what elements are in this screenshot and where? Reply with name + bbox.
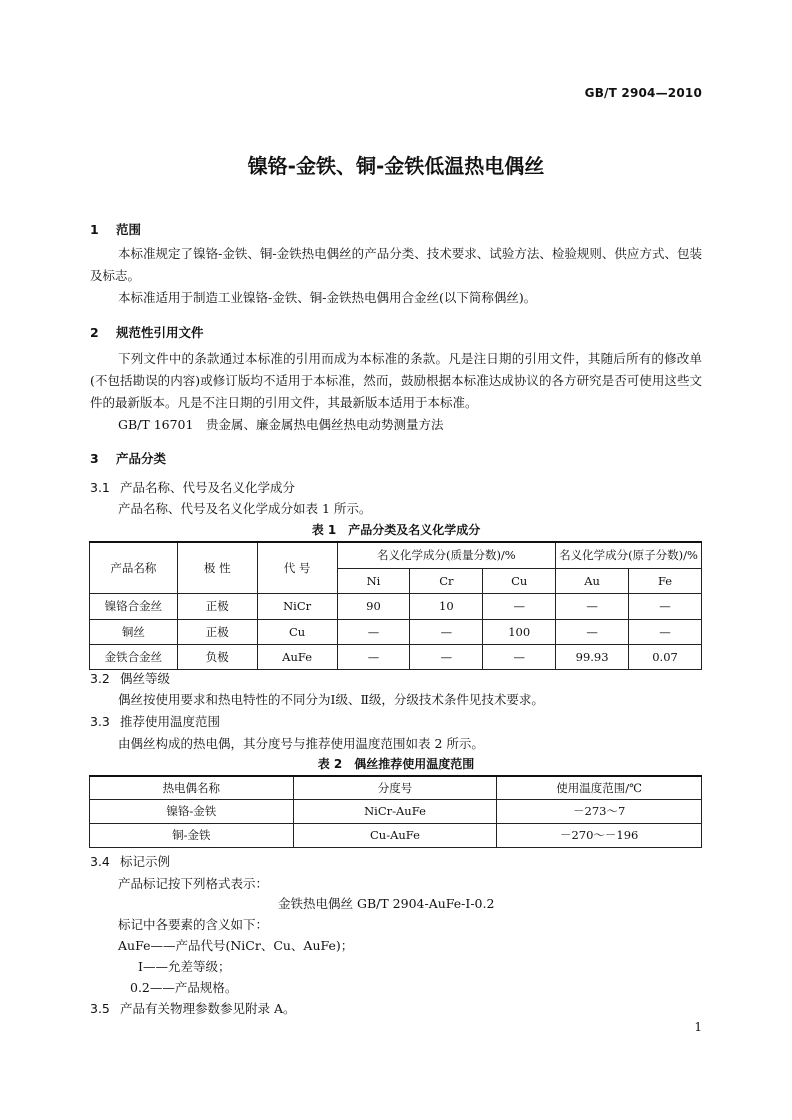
th-polarity: 极 性 [177, 542, 257, 593]
th-mass-fraction: 名义化学成分(质量分数)/% [337, 542, 556, 568]
section-1-heading [90, 220, 141, 238]
section-number: 3 [90, 451, 99, 466]
table-cell: 90 [337, 593, 410, 619]
table-cell: — [337, 644, 410, 669]
table-cell: — [483, 593, 556, 619]
table-cell: 10 [410, 593, 483, 619]
table-cell: — [410, 619, 483, 644]
section-title: 范围 [116, 222, 142, 237]
marking-item-specification: 0.2——产品规格。 [130, 980, 238, 995]
table-cell: 0.07 [629, 644, 702, 669]
section-number: 2 [90, 325, 99, 340]
table-cell: — [483, 644, 556, 669]
subsection-number: 3.4 [90, 854, 110, 869]
table-cell: －273～7 [497, 799, 702, 823]
section-title: 规范性引用文件 [116, 325, 204, 340]
subsection-3-3-text: 由偶丝构成的热电偶，其分度号与推荐使用温度范围如表 2 所示。 [118, 736, 484, 751]
table-1-caption: 表 1 产品分类及名义化学成分 [311, 523, 481, 537]
section-3-heading [90, 449, 166, 467]
section-1-paragraph-1: 本标准规定了镍铬-金铁、铜-金铁热电偶丝的产品分类、技术要求、试验方法、检验规则、供应方式、包装及标志。 [90, 246, 702, 283]
section-number: 1 [90, 222, 99, 237]
subsection-number: 3.1 [90, 480, 110, 495]
th-element: Cr [410, 568, 483, 593]
marking-meaning-intro: 标记中各要素的含义如下： [118, 917, 269, 932]
page-title: 镍铬-金铁、铜-金铁低温热电偶丝 [247, 154, 545, 178]
table-row [90, 799, 702, 823]
subsection-number: 3.2 [90, 671, 110, 686]
th-element: Fe [629, 568, 702, 593]
subsection-3-1-heading [90, 478, 295, 496]
table-cell: Cu-AuFe [293, 823, 497, 847]
page-number: 1 [694, 1020, 702, 1034]
table-cell: AuFe [257, 644, 337, 669]
table-cell: 铜-金铁 [90, 823, 294, 847]
table-row [90, 593, 702, 619]
section-2-paragraph: 下列文件中的条款通过本标准的引用而成为本标准的条款。凡是注日期的引用文件，其随后所有的修改单(不包括勘误的内容)或修订版均不适用于本标准，然而，鼓励根据本标准达成协议的各方研究是否可使用这些文件的最新版本。凡是不注日期的引用文件，其最新版本适用于本标准。 [90, 351, 702, 410]
table-cell: — [556, 619, 629, 644]
th-thermocouple-name: 热电偶名称 [90, 776, 294, 799]
marking-item-tolerance-class: Ⅰ——允差等级； [138, 959, 231, 974]
standard-number: GB/T 2904—2010 [584, 86, 702, 100]
table-cell: — [629, 593, 702, 619]
marking-example: 金铁热电偶丝 GB/T 2904-AuFe-Ⅰ-0.2 [278, 896, 495, 911]
th-element: Cu [483, 568, 556, 593]
table-cell: 镍铬合金丝 [90, 593, 178, 619]
section-title: 产品分类 [116, 451, 167, 466]
th-temperature-range: 使用温度范围/℃ [497, 776, 702, 799]
subsection-number: 3.3 [90, 714, 110, 729]
subsection-3-3-heading [90, 712, 220, 730]
th-code: 代 号 [257, 542, 337, 593]
marking-format-text: 产品标记按下列格式表示： [118, 876, 269, 891]
table-cell: 正极 [177, 619, 257, 644]
table-cell: NiCr-AuFe [293, 799, 497, 823]
table-cell: NiCr [257, 593, 337, 619]
marking-item-product-code: AuFe——产品代号(NiCr、Cu、AuFe)； [118, 938, 354, 953]
th-element: Ni [337, 568, 410, 593]
subsection-number: 3.5 [90, 1001, 110, 1016]
subsection-3-5-heading [90, 999, 296, 1017]
subsection-title: 标记示例 [120, 854, 171, 869]
table-cell: 镍铬-金铁 [90, 799, 294, 823]
normative-reference: GB/T 16701 贵金属、廉金属热电偶丝热电动势测量方法 [118, 417, 444, 432]
table-cell: 负极 [177, 644, 257, 669]
table-cell: Cu [257, 619, 337, 644]
subsection-3-1-text: 产品名称、代号及名义化学成分如表 1 所示。 [118, 501, 372, 516]
table-2-caption: 表 2 偶丝推荐使用温度范围 [317, 757, 475, 771]
table-cell: －270～－196 [497, 823, 702, 847]
table-cell: — [410, 644, 483, 669]
subsection-title: 产品有关物理参数参见附录 A。 [120, 1001, 296, 1016]
table-row [90, 644, 702, 669]
subsection-3-2-text: 偶丝按使用要求和热电特性的不同分为Ⅰ级、Ⅱ级，分级技术条件见技术要求。 [118, 692, 544, 707]
subsection-title: 产品名称、代号及名义化学成分 [120, 480, 296, 495]
table-row [90, 823, 702, 847]
table-cell: — [337, 619, 410, 644]
table-cell: — [556, 593, 629, 619]
table-cell: — [629, 619, 702, 644]
table-row [90, 619, 702, 644]
subsection-title: 偶丝等级 [120, 671, 171, 686]
table-1 [89, 541, 702, 670]
table-cell: 100 [483, 619, 556, 644]
section-1-paragraph-2: 本标准适用于制造工业镍铬-金铁、铜-金铁热电偶用合金丝(以下简称偶丝)。 [118, 290, 537, 305]
subsection-3-4-heading [90, 852, 170, 870]
subsection-3-2-heading [90, 669, 170, 687]
th-type-code: 分度号 [293, 776, 497, 799]
table-cell: 正极 [177, 593, 257, 619]
table-cell: 金铁合金丝 [90, 644, 178, 669]
table-2 [89, 775, 702, 848]
th-atomic-fraction: 名义化学成分(原子分数)/% [556, 542, 702, 568]
subsection-title: 推荐使用温度范围 [120, 714, 221, 729]
th-product-name: 产品名称 [90, 542, 178, 593]
table-cell: 铜丝 [90, 619, 178, 644]
th-element: Au [556, 568, 629, 593]
section-2-heading [90, 323, 204, 341]
table-cell: 99.93 [556, 644, 629, 669]
